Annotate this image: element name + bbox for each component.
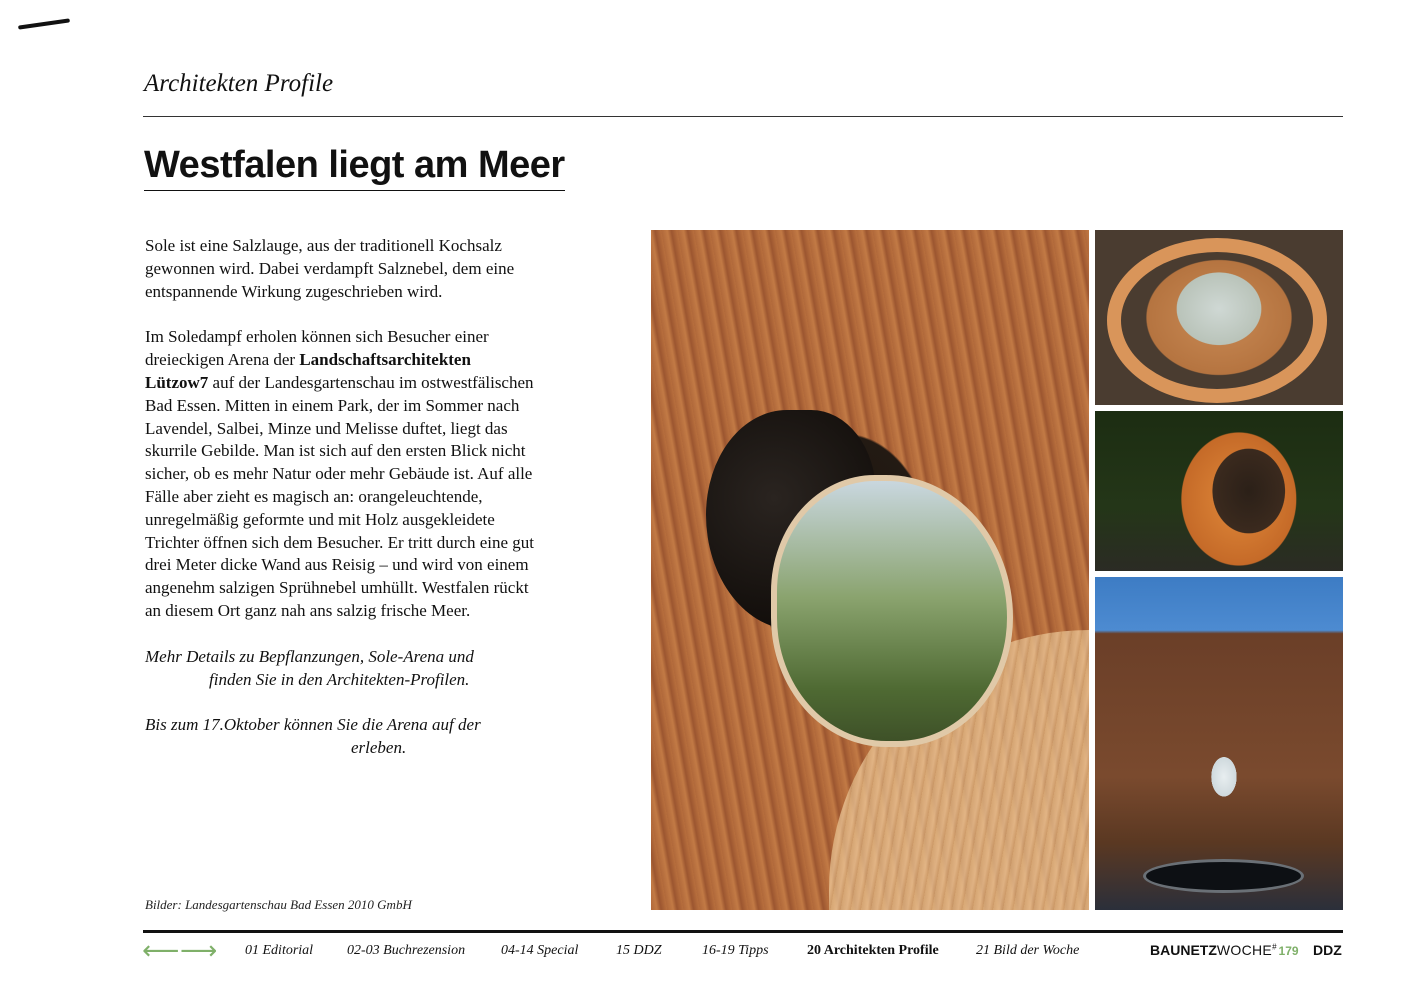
photo-main-opening: [771, 475, 1013, 747]
brand-mark: #: [1272, 942, 1277, 952]
photo-r3-basin: [1143, 859, 1304, 893]
image-credit: Bilder: Landesgartenschau Bad Essen 2010 GmbH: [145, 897, 412, 912]
brand-bold: BAUNETZ: [1150, 942, 1217, 958]
article-headline: Westfalen liegt am Meer: [144, 146, 565, 191]
nav-architekten-profile[interactable]: 20 Architekten Profile: [807, 943, 939, 958]
article-body: [145, 235, 535, 783]
nav-bild-der-woche[interactable]: 21 Bild der Woche: [976, 943, 1080, 958]
photo-arena-night: [1095, 411, 1343, 571]
paragraph-main-text-2: auf der Landesgartenschau im ostwestfälischen Bad Essen. Mitten in einem Park, der im Sommer nach Lavendel, Salbei, Minze und Melisse duftet, liegt das skurrile Gebilde. Man ist sich auf den ersten Blick nicht sicher, ob es mehr Natur oder mehr Gebäude ist. Auf alle Fälle aber zieht es magisch an: orangeleuchtende, unregelmäßig geformte und mit Holz ausgekleidete Trichter öffnen sich dem Besucher. Er tritt durch eine gut drei Meter dicke Wand aus Reisig – und wird von einem angenehm salzigen Sprühnebel umhüllt. Westfalen rückt an diesem Ort ganz nah ans salzig frische Meer.: [145, 372, 535, 620]
logo-mark: [18, 18, 70, 29]
next-page-arrow-icon[interactable]: ⟶: [180, 936, 218, 966]
architect-name-link[interactable]: Landschaftsarchitekten Lützow7: [145, 350, 471, 392]
bottom-divider: [143, 930, 1343, 933]
details-note: [145, 646, 535, 692]
brand-logo[interactable]: [1150, 942, 1299, 958]
date-note: [145, 714, 535, 760]
paragraph-main-text-1: Im Soledampf erholen können sich Besucher einer dreieckigen Arena der: [145, 327, 489, 370]
ddz-logo[interactable]: DDZ: [1313, 942, 1342, 958]
top-divider: [143, 116, 1343, 117]
brand-regular: WOCHE: [1216, 942, 1273, 958]
date-note-line1: Bis zum 17.Oktober können Sie die Arena auf der: [145, 715, 481, 735]
photo-arena-interior: [1095, 577, 1343, 910]
date-note-line2: erleben.: [351, 738, 407, 758]
nav-tipps[interactable]: 16-19 Tipps: [702, 943, 769, 958]
photo-visitors-in-arena: [1095, 230, 1343, 405]
issue-number: 179: [1278, 944, 1299, 958]
nav-buchrezension[interactable]: 02-03 Buchrezension: [347, 943, 466, 958]
nav-editorial[interactable]: 01 Editorial: [245, 943, 314, 958]
prev-page-arrow-icon[interactable]: ⟵: [142, 936, 180, 966]
details-note-line1: Mehr Details zu Bepflanzungen, Sole-Arena und: [145, 646, 474, 666]
nav-special[interactable]: 04-14 Special: [501, 943, 579, 958]
main-photo-wooden-funnel: [651, 230, 1089, 910]
nav-ddz[interactable]: 15 DDZ: [616, 943, 662, 958]
section-title: Architekten Profile: [144, 70, 334, 97]
details-note-line2: finden Sie in den Architekten-Profilen.: [209, 669, 470, 689]
photo-r1-ring: [1107, 238, 1327, 403]
paragraph-main: [145, 326, 535, 622]
paragraph-intro: Sole ist eine Salzlauge, aus der traditionell Kochsalz gewonnen wird. Dabei verdampft Salznebel, dem eine entspannende Wirkung zugeschrieben wird.: [145, 236, 515, 301]
